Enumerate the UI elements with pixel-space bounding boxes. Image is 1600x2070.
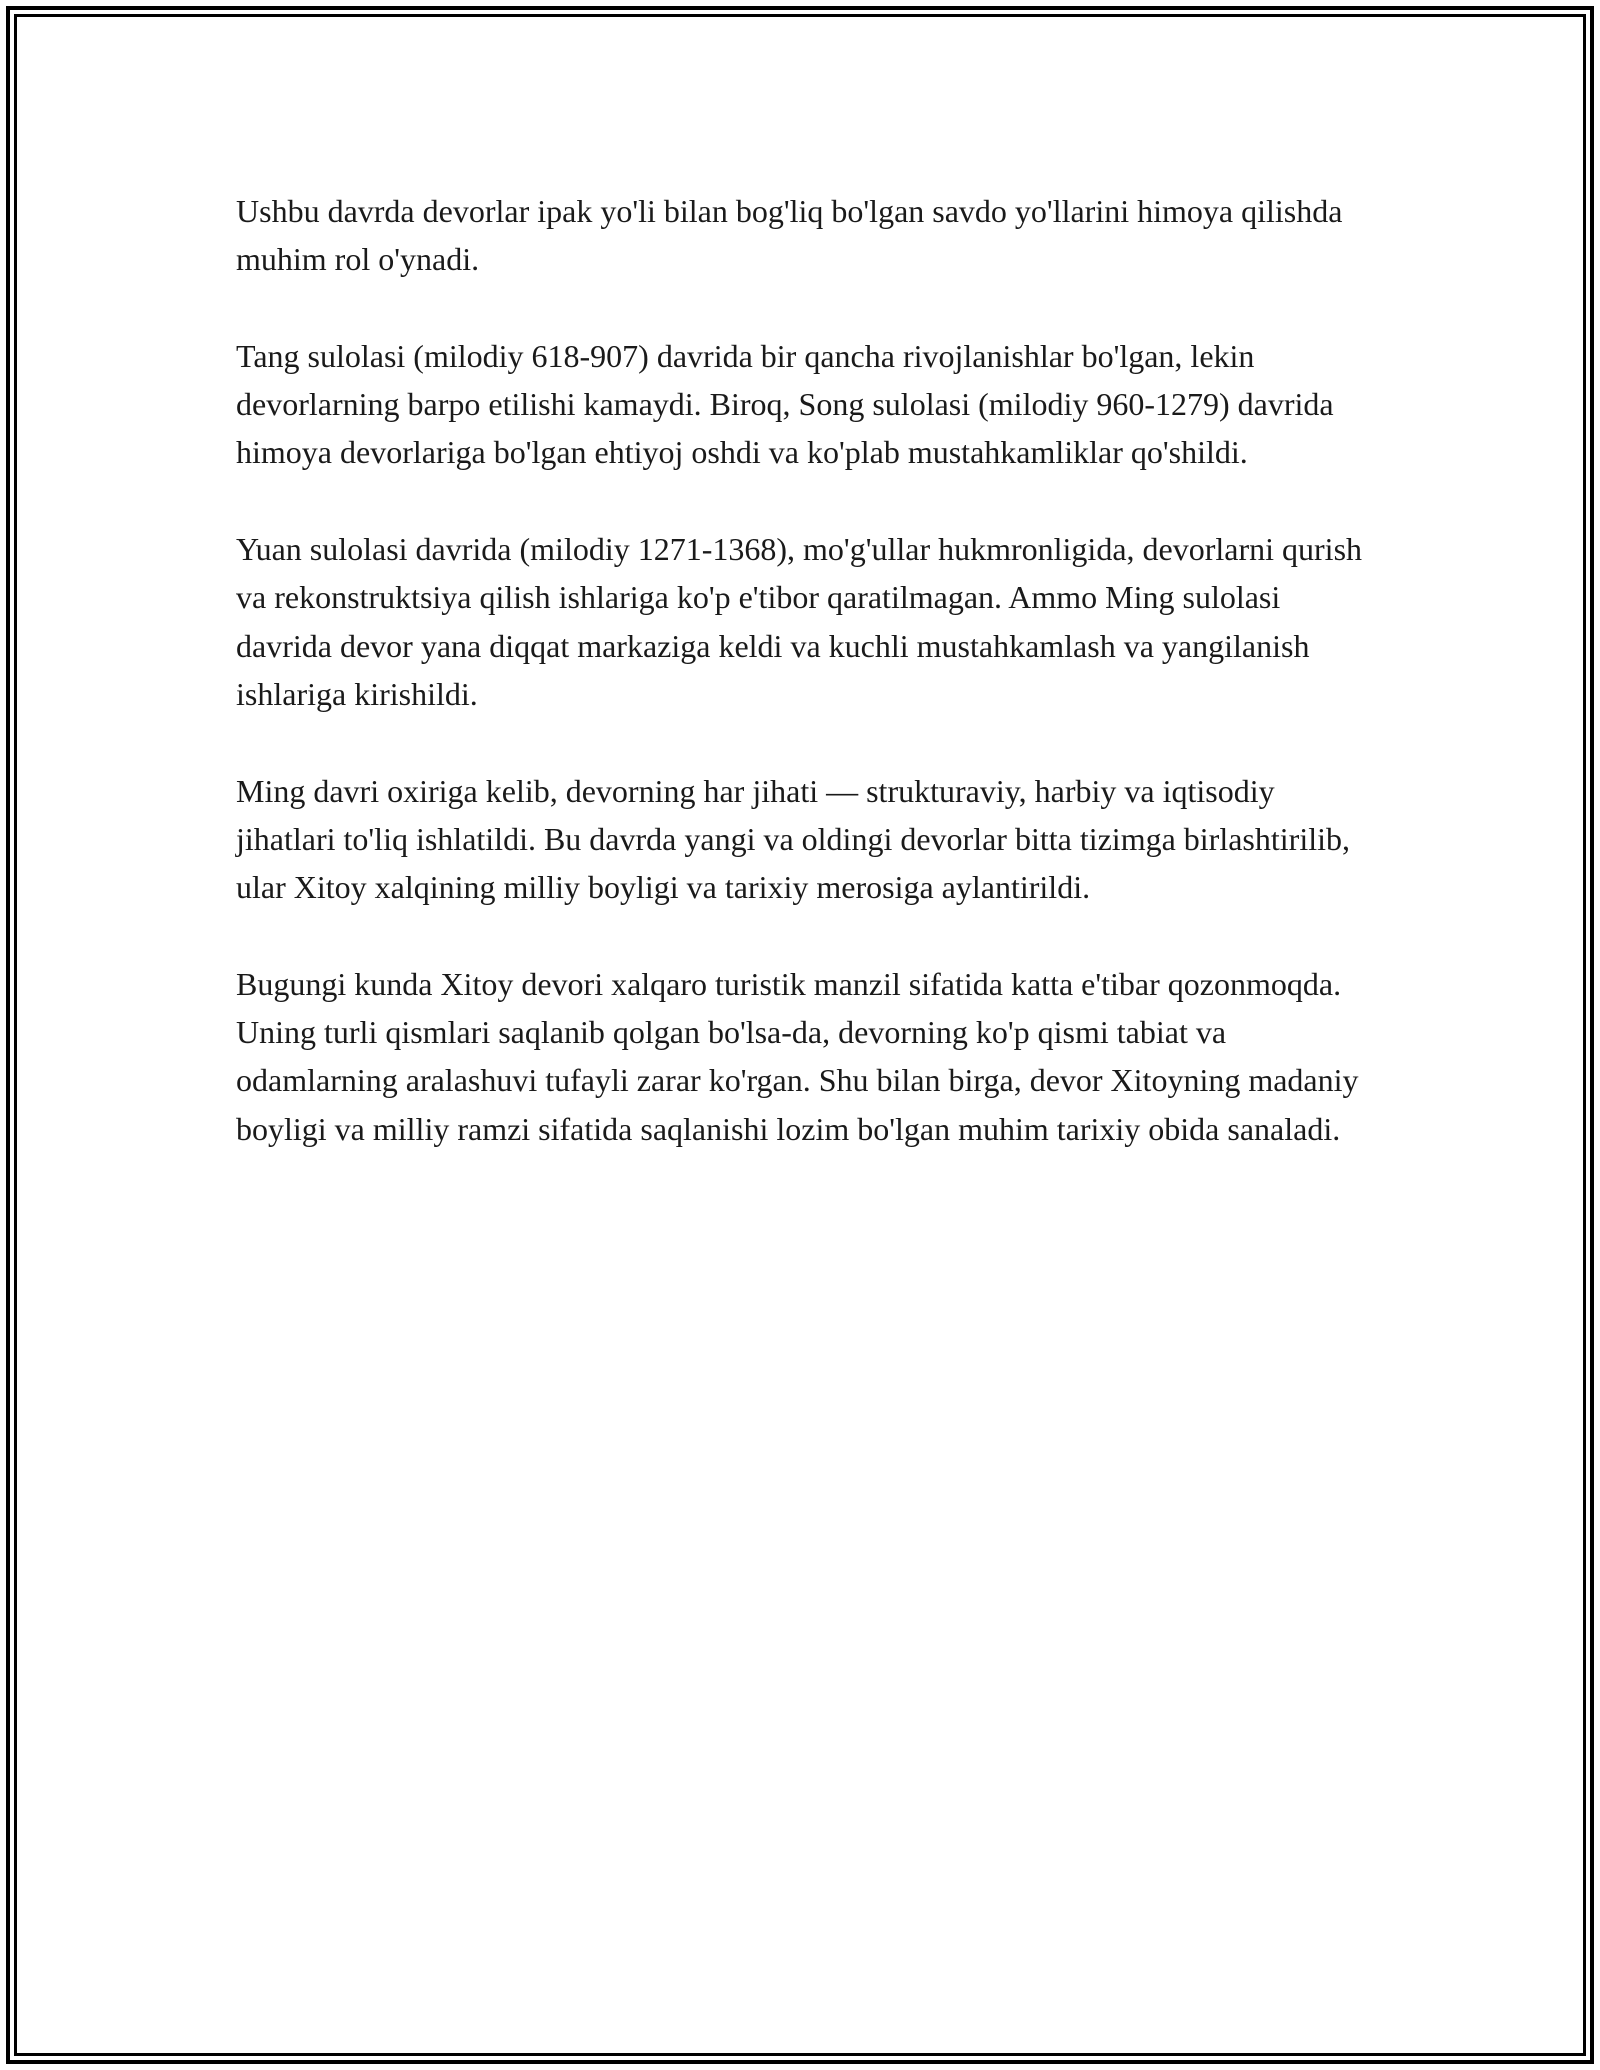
paragraph-late-ming: Ming davri oxiriga kelib, devorning har jihati — strukturaviy, harbiy va iqtisodiy jihatlari to'liq ishlatildi. Bu davrda yangi va oldingi devorlar bitta tizimga birlashtirilib, ular Xitoy xalqining milliy boyligi va tarixiy merosiga aylantirildi.	[236, 772, 1350, 906]
document-body	[236, 187, 1376, 1201]
paragraph-today: Bugungi kunda Xitoy devori xalqaro turistik manzil sifatida katta e'tibar qozonmoqda. Uning turli qismlari saqlanib qolgan bo'lsa-da, devorning ko'p qismi tabiat va odamlarning aralashuvi tufayli zarar ko'rgan. Shu bilan birga, devor Xitoyning madaniy boyligi va milliy ramzi sifatida saqlanishi lozim bo'lgan muhim tarixiy obida sanaladi.	[236, 965, 1359, 1147]
paragraph-tang-song: Tang sulolasi (milodiy 618-907) davrida bir qancha rivojlanishlar bo'lgan, lekin devorlarning barpo etilishi kamaydi. Biroq, Song sulolasi (milodiy 960-1279) davrida himoya devorlariga bo'lgan ehtiyoj oshdi va ko'plab mustahkamliklar qo'shildi.	[236, 337, 1334, 471]
paragraph-trade-routes: Ushbu davrda devorlar ipak yo'li bilan bog'liq bo'lgan savdo yo'llarini himoya qilishda muhim rol o'ynadi.	[236, 193, 1343, 278]
paragraph-yuan-ming: Yuan sulolasi davrida (milodiy 1271-1368), mo'g'ullar hukmronligida, devorlarni qurish va rekonstruktsiya qilish ishlariga ko'p e'tibor qaratilmagan. Ammo Ming sulolasi davrida devor yana diqqat markaziga keldi va kuchli mustahkamlash va yangilanish ishlariga kirishildi.	[236, 531, 1363, 712]
